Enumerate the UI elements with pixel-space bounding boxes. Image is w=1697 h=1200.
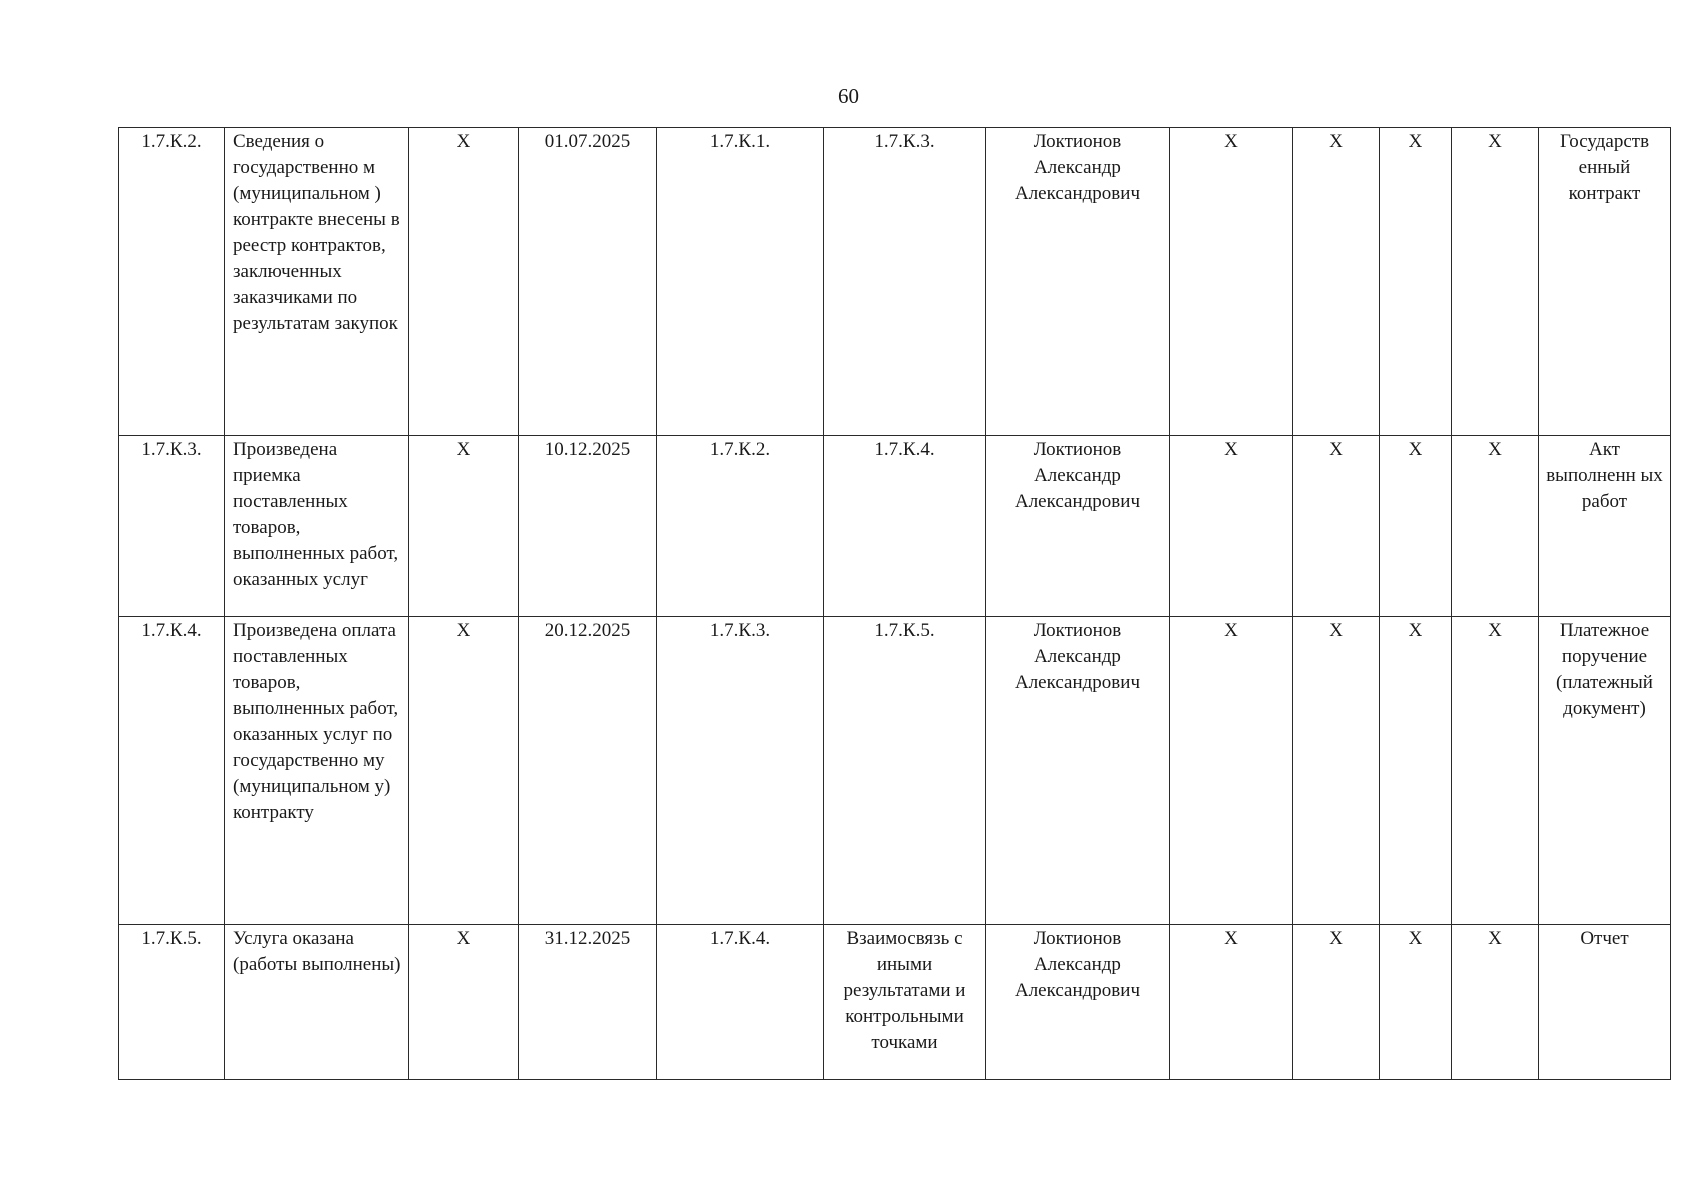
responsible-person: Локтионов Александр Александрович xyxy=(986,436,1170,617)
table-row xyxy=(119,128,1671,436)
successor-code: 1.7.К.4. xyxy=(824,436,986,617)
due-date: 20.12.2025 xyxy=(519,617,657,925)
predecessor-code: 1.7.К.3. xyxy=(657,617,824,925)
table-row xyxy=(119,436,1671,617)
cell-x: X xyxy=(409,925,519,1080)
control-point-code: 1.7.К.3. xyxy=(119,436,225,617)
cell-x: X xyxy=(1452,617,1539,925)
control-point-code: 1.7.К.4. xyxy=(119,617,225,925)
responsible-person: Локтионов Александр Александрович xyxy=(986,617,1170,925)
cell-x: X xyxy=(1380,128,1452,436)
due-date: 31.12.2025 xyxy=(519,925,657,1080)
cell-x: X xyxy=(409,436,519,617)
cell-x: X xyxy=(1452,128,1539,436)
predecessor-code: 1.7.К.2. xyxy=(657,436,824,617)
control-point-code: 1.7.К.5. xyxy=(119,925,225,1080)
cell-x: X xyxy=(1293,617,1380,925)
cell-x: X xyxy=(1293,925,1380,1080)
page-number: 60 xyxy=(838,84,859,108)
cell-x: X xyxy=(1170,128,1293,436)
confirming-document: Акт выполненн ых работ xyxy=(1539,436,1671,617)
control-point-description: Произведена оплата поставленных товаров, выполненных работ, оказанных услуг по государственно му (муниципальном у) контракту xyxy=(225,617,409,925)
table-row xyxy=(119,617,1671,925)
cell-x: X xyxy=(1293,436,1380,617)
control-point-description: Сведения о государственно м (муниципальном ) контракте внесены в реестр контрактов, заключенных заказчиками по результатам закупок xyxy=(225,128,409,436)
confirming-document: Отчет xyxy=(1539,925,1671,1080)
predecessor-code: 1.7.К.1. xyxy=(657,128,824,436)
cell-x: X xyxy=(409,617,519,925)
successor-code: 1.7.К.3. xyxy=(824,128,986,436)
due-date: 10.12.2025 xyxy=(519,436,657,617)
control-point-code: 1.7.К.2. xyxy=(119,128,225,436)
cell-x: X xyxy=(1380,436,1452,617)
table-row xyxy=(119,925,1671,1080)
cell-x: X xyxy=(1452,925,1539,1080)
control-point-description: Произведена приемка поставленных товаров, выполненных работ, оказанных услуг xyxy=(225,436,409,617)
successor-code: 1.7.К.5. xyxy=(824,617,986,925)
successor-code: Взаимосвязь с иными результатами и контрольными точками xyxy=(824,925,986,1080)
control-points-table xyxy=(118,127,1671,1080)
confirming-document: Государств енный контракт xyxy=(1539,128,1671,436)
control-point-description: Услуга оказана (работы выполнены) xyxy=(225,925,409,1080)
cell-x: X xyxy=(1170,436,1293,617)
cell-x: X xyxy=(1380,925,1452,1080)
confirming-document: Платежное поручение (платежный документ) xyxy=(1539,617,1671,925)
cell-x: X xyxy=(1452,436,1539,617)
cell-x: X xyxy=(1380,617,1452,925)
cell-x: X xyxy=(1170,925,1293,1080)
cell-x: X xyxy=(1293,128,1380,436)
due-date: 01.07.2025 xyxy=(519,128,657,436)
responsible-person: Локтионов Александр Александрович xyxy=(986,128,1170,436)
cell-x: X xyxy=(409,128,519,436)
cell-x: X xyxy=(1170,617,1293,925)
predecessor-code: 1.7.К.4. xyxy=(657,925,824,1080)
responsible-person: Локтионов Александр Александрович xyxy=(986,925,1170,1080)
